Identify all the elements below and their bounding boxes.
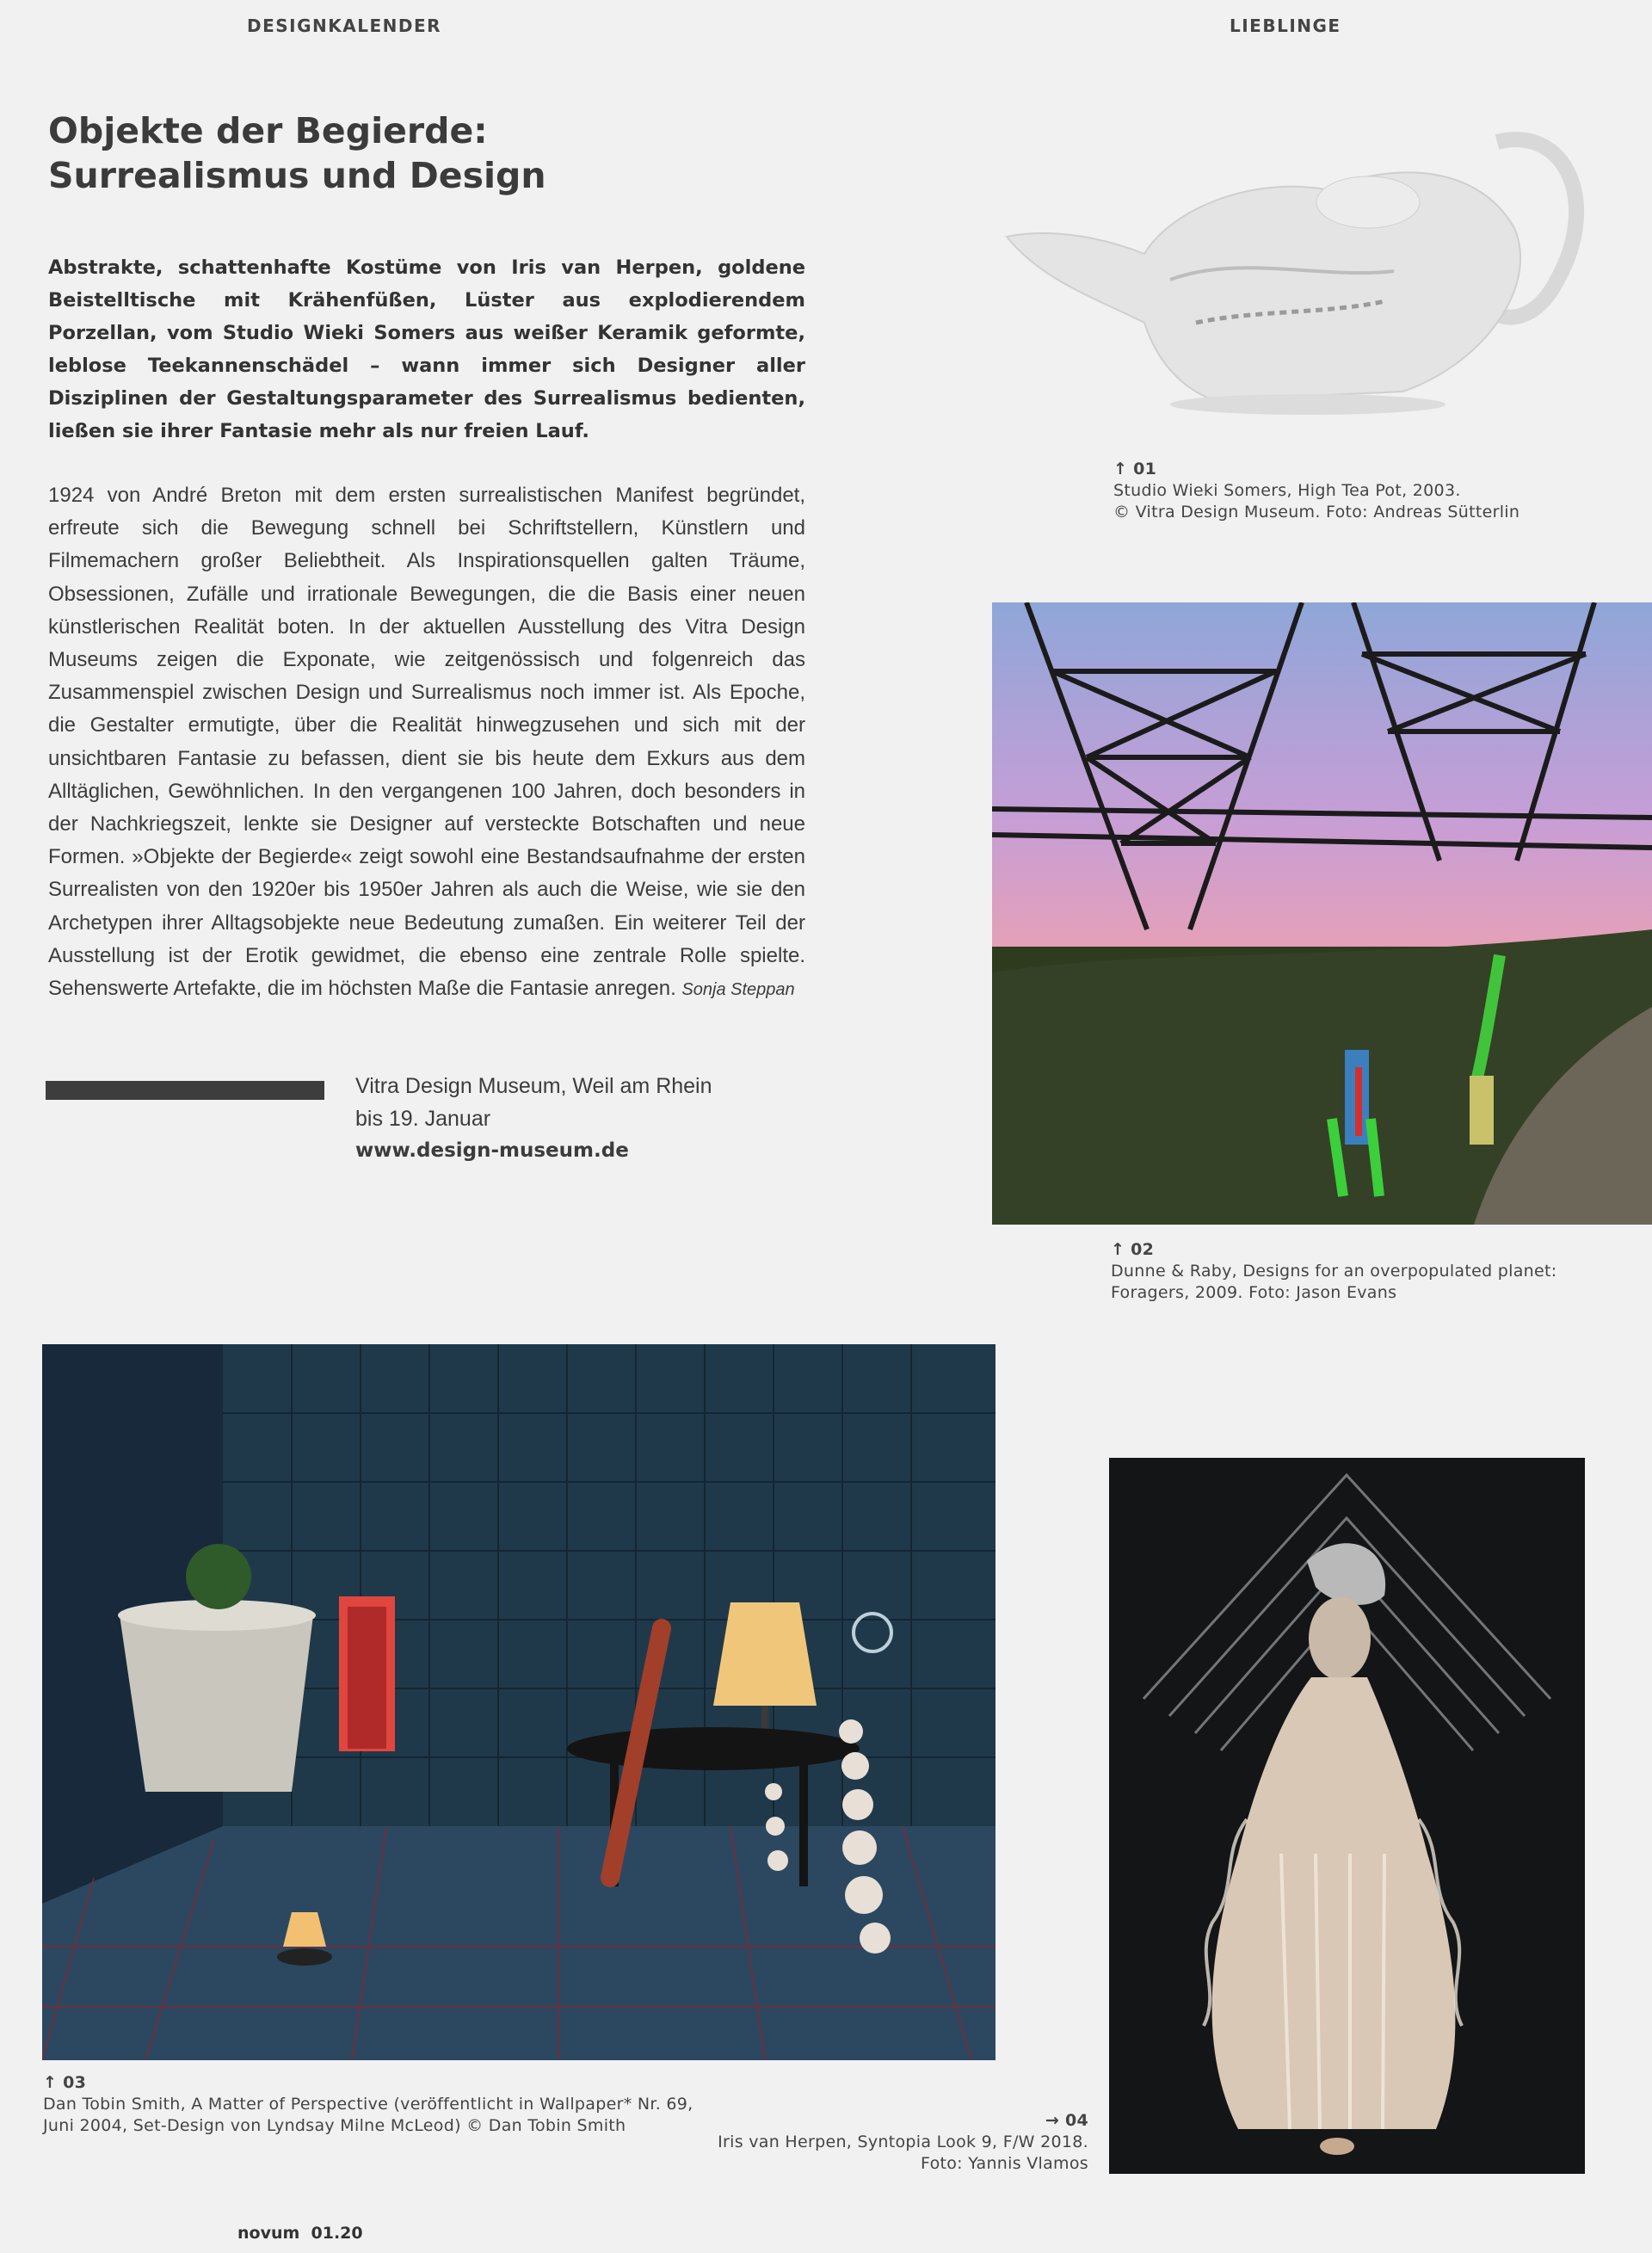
section-label-left: DESIGNKALENDER bbox=[247, 15, 442, 36]
caption-01 bbox=[1113, 459, 1595, 523]
caption-02 bbox=[1111, 1239, 1627, 1304]
section-label-right: LIEBLINGE bbox=[1230, 15, 1341, 36]
teapot-photo bbox=[998, 108, 1600, 426]
caption-01-line-1: Studio Wieki Somers, High Tea Pot, 2003. bbox=[1113, 481, 1461, 500]
info-bar-decoration bbox=[46, 1081, 324, 1100]
article-body-text: 1924 von André Breton mit dem ersten surrealistischen Manifest begründet, erfreute sich die Bewegung schnell bei Schriftstellern, Künstlern und Filmemachern großer Beliebtheit. Als Inspirationsquellen galten Träume, Obsessionen, Zufälle und irrationale Bewegungen, die die Basis einer neuen künstlerischen Realität boten. In der aktuellen Ausstellung des Vitra Design Museums zeigen die Exponate, wie zeitgenössisch und folgenreich das Zusammenspiel zwischen Design und Surrealismus noch immer ist. Als Epoche, die Gestalter ermutigte, über die Realität hinwegzusehen und sich mit der unsichtbaren Fantasie zu befassen, dient sie bis heute dem Exkurs aus dem Alltäglichen, Gewöhnlichen. In den vergangenen 100 Jahren, doch besonders in der Nachkriegszeit, lenkte sie Designer auf versteckte Botschaften und neue Formen. »Objekte der Begierde« zeigt sowohl eine Bestandsaufnahme der ersten Surrealisten von den 1920er bis 1950er Jahren als auch die Weise, wie sie den Archetypen ihrer Alltagsobjekte neue Bedeutung zumaßen. Ein weiterer Teil der Ausstellung ist der Erotik gewidmet, die ebenso eine zentrale Rolle spielte. Sehenswerte Artefakte, die im höchsten Maße die Fantasie anregen. bbox=[48, 484, 805, 1001]
caption-02-line-2: Foragers, 2009. Foto: Jason Evans bbox=[1111, 1283, 1397, 1302]
runway-dress-photo bbox=[1109, 1458, 1585, 2174]
author-credit: Sonja Steppan bbox=[681, 980, 795, 1000]
page-footer: novum 01.20 bbox=[237, 2224, 363, 2243]
caption-04 bbox=[671, 2110, 1088, 2175]
article-lead: Abstrakte, schattenhafte Kostüme von Iris van Herpen, goldene Beistelltische mit Krähenfüßen, Lüster aus explodierendem Porzellan, vom Studio Wieki Somers aus weißer Keramik geformte, leblose Teekannenschädel – wann immer sich Designer aller Disziplinen der Gestaltungsparameter des Surrealismus bedienten, ließen sie ihrer Fantasie mehr als nur freien Lauf. bbox=[48, 256, 805, 442]
caption-01-line-2: © Vitra Design Museum. Foto: Andreas Sütterlin bbox=[1113, 503, 1520, 522]
caption-03-line-1: Dan Tobin Smith, A Matter of Perspective (veröffentlicht in Wallpaper* Nr. 69, bbox=[43, 2095, 693, 2114]
title-line-1: Objekte der Begierde: bbox=[48, 110, 488, 151]
caption-01-number: ↑ 01 bbox=[1113, 460, 1157, 478]
exhibition-link[interactable]: www.design-museum.de bbox=[355, 1139, 629, 1162]
caption-04-number: → 04 bbox=[1045, 2111, 1088, 2130]
caption-04-line-1: Iris van Herpen, Syntopia Look 9, F/W 2018. bbox=[718, 2133, 1088, 2151]
caption-03-line-2: Juni 2004, Set-Design von Lyndsay Milne McLeod) © Dan Tobin Smith bbox=[43, 2116, 626, 2135]
article-body bbox=[48, 479, 805, 1006]
caption-04-line-2: Foto: Yannis Vlamos bbox=[921, 2154, 1088, 2173]
article-title bbox=[48, 108, 823, 198]
pylon-dusk-photo bbox=[992, 602, 1652, 1225]
caption-02-number: ↑ 02 bbox=[1111, 1240, 1155, 1259]
caption-03-number: ↑ 03 bbox=[43, 2073, 87, 2092]
exhibition-date: bis 19. Januar bbox=[355, 1107, 491, 1131]
title-line-2: Surrealismus und Design bbox=[48, 155, 546, 196]
surreal-room-photo bbox=[42, 1344, 996, 2060]
caption-02-line-1: Dunne & Raby, Designs for an overpopulated planet: bbox=[1111, 1262, 1557, 1281]
exhibition-venue: Vitra Design Museum, Weil am Rhein bbox=[355, 1074, 712, 1098]
